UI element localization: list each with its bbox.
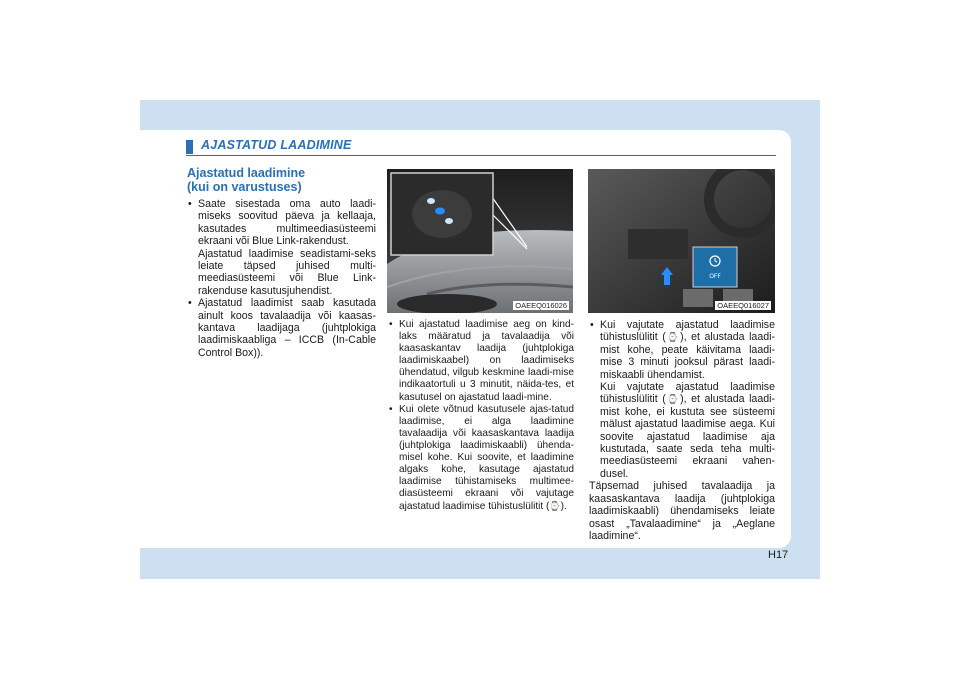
col2-bullet-2 — [388, 404, 574, 514]
figure-2-code: OAEEQ016027 — [717, 301, 769, 310]
col3-sub-a: Kui vajutate ajastatud laadimise tühistuslülitit ( — [600, 381, 775, 406]
col2-bullet-1: • Kui ajastatud laadimise aeg on kind-laks määratud ja tavalaadija või kaasaskantav laadija (juhtplokiga laadimiskaabel) on laadimiseks ühendatud, vilgub keskmine laadi-mise indikaatortuli u 3 minutit, näida-tes, et kasutusel on ajastatud laadi-mine. — [388, 319, 574, 404]
heading-line-1: Ajastatud laadimine — [187, 166, 306, 180]
figure-charge-indicator — [387, 169, 573, 313]
col3-bullet-1-b: ), et alustada laadi-mist kohe, peate käivitama laadi-mise 3 minuti jooksul pärast laadi-miskaabli ühendamist. — [600, 331, 775, 381]
col3-sub-b: ), et alustada laadi-mist kohe, ei kustuta see süsteemi mälust ajastatud laadimise aega. Kui soovite ajastatud laadimise aja kustutada, saate seda teha multi-meediasüsteemi ekraani vahen-dusel. — [600, 393, 775, 480]
col1-bullet-2: • Ajastatud laadimist saab kasutada ainult koos tavalaadija või kaasas-kantava laadijaga (juhtplokiga laadimiskaabliga – ICCB (In-Cable Control Box)). — [187, 297, 376, 359]
section-bar-marker — [186, 140, 193, 154]
col3-bullet-1-a: Kui vajutate ajastatud laadimise tühistuslülitit ( — [600, 319, 775, 344]
scheduled-charging-cancel-icon: ⌚ — [549, 501, 561, 512]
scheduled-charging-cancel-icon: ⌚ — [665, 394, 681, 405]
col1-bullet-1-sub: Ajastatud laadimise seadistami-seks leiate täpsed juhised multi-meediasüsteemi või Blue Link-rakenduse kasutusjuhendist. — [198, 247, 376, 297]
page-number: H17 — [768, 549, 789, 561]
col2-bullet-2-end: ). — [560, 501, 567, 513]
subsection-heading — [187, 166, 377, 194]
figure-cancel-switch — [588, 169, 775, 313]
col1-bullet-1: • Saate sisestada oma auto laadi-miseks soovitud päeva ja kellaaja, kasutades multimeediasüsteemi ekraani või Blue Link-rakendust. — [187, 198, 376, 248]
car-front-illustration — [387, 169, 573, 313]
switch-off-label: OFF — [709, 273, 721, 280]
column-3 — [589, 319, 775, 542]
scheduled-charging-cancel-icon: ⌚ — [665, 332, 681, 343]
col3-paragraph: Täpsemad juhised tavalaadija ja kaasaskantava laadija (juhtplokiga laadimiskaabli) ühendamiseks leiate osast „Tavalaadimine“ ja „Aeglane laadimine“. — [589, 480, 775, 542]
heading-line-2: (kui on varustuses) — [187, 180, 302, 194]
col3-bullet-1 — [589, 319, 775, 381]
column-2 — [388, 319, 574, 514]
section-rule — [186, 155, 776, 156]
col2-bullet-2-text: Kui olete võtnud kasutusele ajas-tatud laadimise, ei alga laadimine tavalaadija või kaasaskantava laadija (juhtplokiga laadimiskaabli) ühenda-misel kohe. Kui soovite, et laadimine algaks kohe, kasutage ajastatud laadimise tühistamiseks multimee-diasüsteemi ekraani või vajutage ajastatud laadimise tühistuslülitit ( — [399, 403, 574, 513]
column-1 — [187, 198, 376, 359]
section-title: AJASTATUD LAADIMINE — [201, 138, 352, 152]
dashboard-illustration — [588, 169, 775, 313]
col3-bullet-1-sub — [589, 381, 775, 480]
figure-1-code: OAEEQ016026 — [515, 301, 567, 310]
